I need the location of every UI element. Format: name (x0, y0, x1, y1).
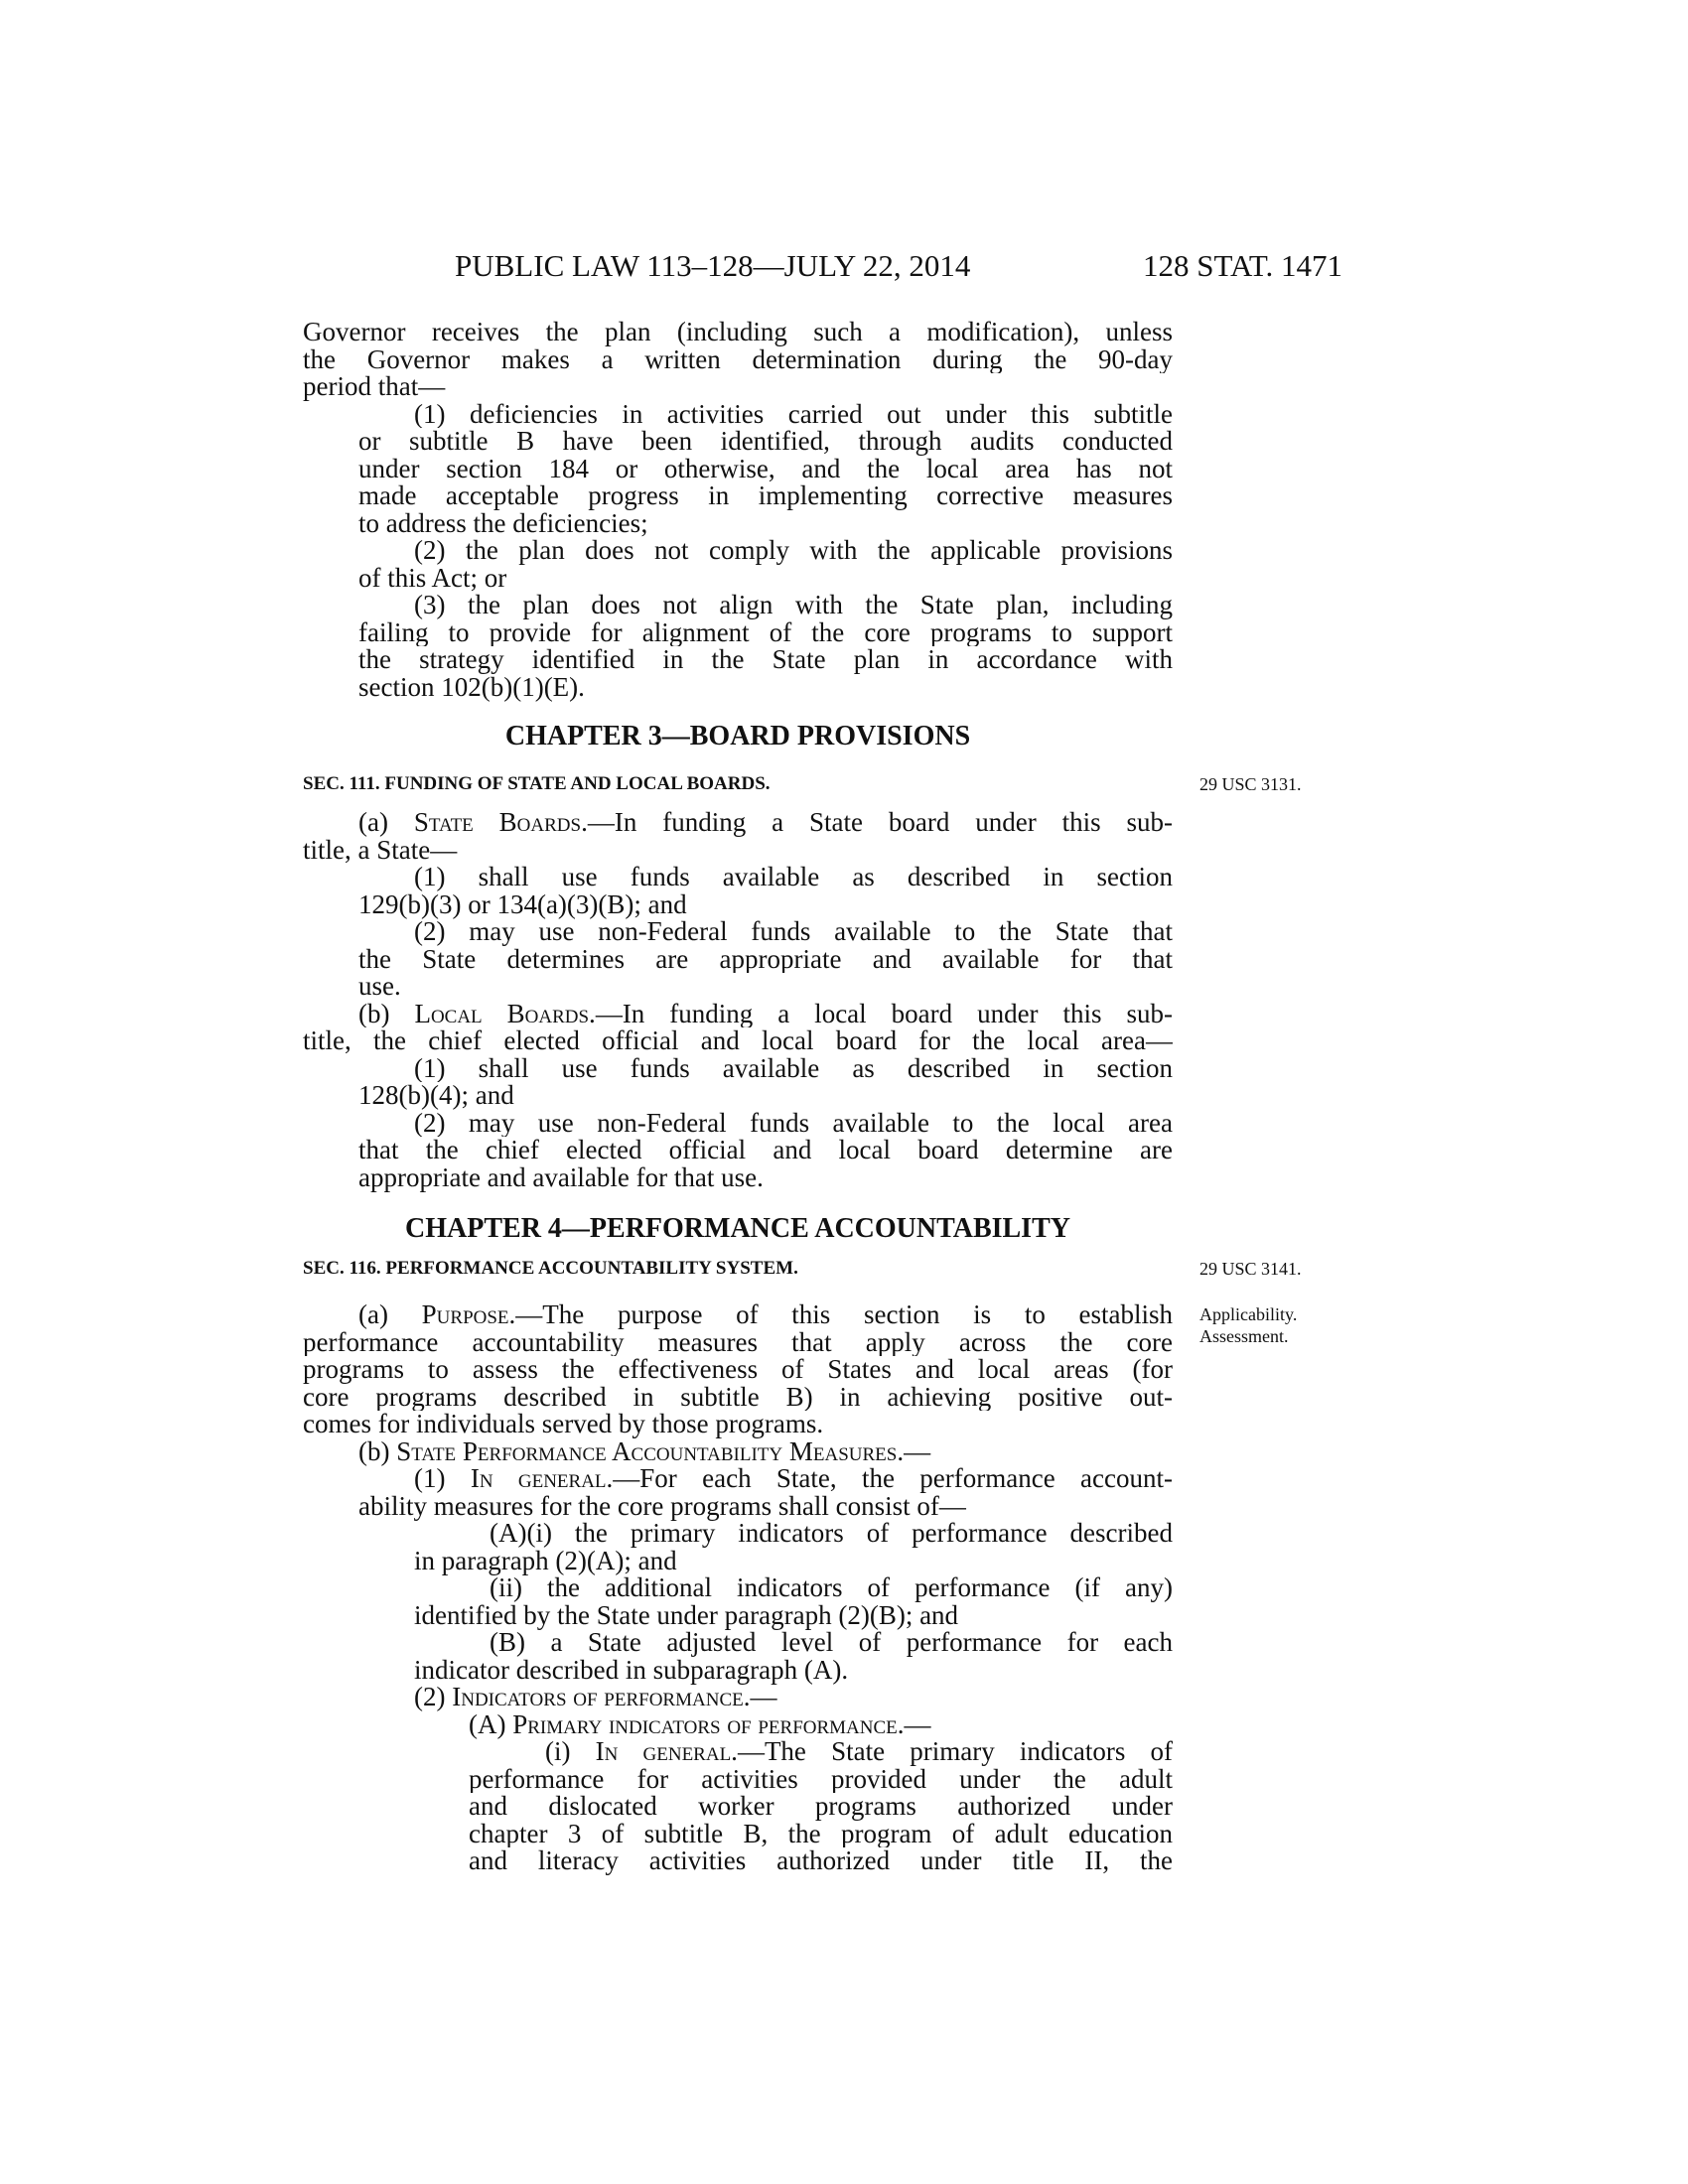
text-run: core programs described in subtitle B) in achieving positive out- (303, 1383, 1173, 1411)
text-run: performance accountability measures that apply across the core (303, 1328, 1173, 1356)
text-run: the State determines are appropriate and available for that (358, 945, 1173, 973)
text-line (414, 918, 1173, 946)
text-line (358, 809, 1173, 837)
running-header-title: PUBLIC LAW 113–128—JULY 22, 2014 (455, 248, 971, 283)
text-line (358, 1301, 1173, 1329)
chapter-4-heading: CHAPTER 4—PERFORMANCE ACCOUNTABILITY (405, 1213, 1070, 1244)
text-run: (2) the plan does not comply with the applicable provisions (414, 537, 1173, 565)
text-run: (ii) the additional indicators of performance (if any) (490, 1574, 1173, 1602)
text-run: 129(b)(3) or 134(a)(3)(B); and (358, 888, 687, 919)
margin-note-usc-3141: 29 USC 3141. (1199, 1259, 1302, 1279)
text-run: in paragraph (2)(A); and (414, 1545, 677, 1575)
text-run: — (904, 1435, 931, 1466)
text-run: —The purpose of this section is to establish (515, 1301, 1173, 1329)
text-line (414, 1599, 1173, 1630)
text-run: —For each State, the performance account- (613, 1465, 1173, 1493)
text-run: (a) (358, 809, 414, 837)
text-run: (A)(i) the primary indicators of performance described (490, 1520, 1173, 1548)
small-caps-heading: Indicators of performance. (452, 1682, 751, 1711)
text-line (303, 346, 1173, 374)
text-run: (2) may use non-Federal funds available to the local area (414, 1109, 1173, 1137)
text-line (358, 1490, 1173, 1521)
text-run: the strategy identified in the State plan in accordance with (358, 646, 1173, 674)
text-line (358, 1001, 1173, 1028)
text-line (358, 888, 1173, 919)
text-line (545, 1738, 1173, 1766)
text-line (303, 319, 1173, 346)
text-run: (A) (469, 1708, 513, 1739)
text-line (303, 1027, 1173, 1055)
text-run: (2) (414, 1682, 453, 1711)
text-line (469, 1793, 1173, 1821)
text-run: of this Act; or (358, 562, 507, 593)
text-run: (b) (358, 1000, 415, 1027)
text-run: (b) (358, 1435, 397, 1466)
text-run: Governor receives the plan (including such a modification), unless (303, 319, 1173, 346)
text-run: — (750, 1682, 777, 1711)
text-line (358, 428, 1173, 456)
small-caps-heading: Purpose. (421, 1301, 516, 1329)
page-stat-number: 128 STAT. 1471 (1143, 248, 1343, 283)
text-line (358, 671, 1173, 702)
text-run: that the chief elected official and local board determine are (358, 1137, 1173, 1164)
text-run: programs to assess the effectiveness of States and local areas (for (303, 1356, 1173, 1384)
text-run: period that— (303, 371, 446, 401)
text-line (414, 864, 1173, 891)
text-line (469, 1821, 1173, 1848)
text-run: 128(b)(4); and (358, 1080, 514, 1110)
small-caps-heading: Primary indicators of performance. (512, 1708, 905, 1739)
text-line (303, 1329, 1173, 1357)
text-run: made acceptable progress in implementing corrective measures (358, 482, 1173, 510)
text-line (469, 1847, 1173, 1875)
text-run: title, the chief elected official and local board for the local area— (303, 1027, 1173, 1055)
text-line (358, 482, 1173, 510)
text-run: —In funding a State board under this sub- (587, 809, 1173, 837)
section-116-heading: SEC. 116. PERFORMANCE ACCOUNTABILITY SYSTEM. (303, 1258, 798, 1279)
text-line (358, 1435, 1173, 1466)
small-caps-heading: In general. (470, 1465, 614, 1493)
text-run: (2) may use non-Federal funds available to the State that (414, 918, 1173, 946)
chapter-3-heading: CHAPTER 3—BOARD PROVISIONS (504, 721, 971, 751)
text-line (358, 1161, 1173, 1192)
text-line (358, 1082, 1173, 1110)
margin-note-applicability: Applicability. (1199, 1304, 1298, 1324)
text-line (358, 1137, 1173, 1164)
text-line (490, 1574, 1173, 1602)
small-caps-heading: In general. (595, 1738, 738, 1766)
text-line (303, 373, 1173, 401)
text-run: or subtitle B have been identified, through audits conducted (358, 428, 1173, 456)
text-line (469, 1766, 1173, 1794)
text-line (414, 1654, 1173, 1685)
text-line (358, 646, 1173, 674)
text-run: and literacy activities authorized under title II, the (469, 1847, 1173, 1875)
text-line (414, 1545, 1173, 1575)
text-run: comes for individuals served by those programs. (303, 1409, 824, 1438)
text-run: use. (358, 971, 401, 1001)
text-line (358, 456, 1173, 483)
text-line (303, 1411, 1173, 1438)
text-run: under section 184 or otherwise, and the local area has not (358, 455, 1173, 482)
text-line (358, 562, 1173, 593)
text-run: (a) (358, 1301, 422, 1329)
section-111-heading: SEC. 111. FUNDING OF STATE AND LOCAL BOARDS. (303, 773, 771, 794)
text-line (358, 507, 1173, 538)
margin-note-usc-3131: 29 USC 3131. (1199, 774, 1302, 794)
text-line (358, 946, 1173, 974)
text-line (414, 1465, 1173, 1493)
text-run: (1) (414, 1465, 471, 1493)
text-line (414, 1684, 1173, 1711)
text-run: chapter 3 of subtitle B, the program of adult education (469, 1820, 1173, 1847)
text-line (490, 1629, 1173, 1657)
text-line (469, 1708, 1173, 1739)
small-caps-heading: State Performance Accountability Measures. (396, 1435, 905, 1466)
text-run: performance for activities provided under the adult (469, 1765, 1173, 1793)
text-run: (i) (545, 1738, 596, 1766)
text-line (490, 1520, 1173, 1548)
text-run: and dislocated worker programs authorized under (469, 1793, 1173, 1821)
text-run: title, a State— (303, 834, 458, 865)
text-line (414, 537, 1173, 565)
text-line (358, 619, 1173, 647)
text-run: — (904, 1708, 931, 1739)
text-run: appropriate and available for that use. (358, 1161, 764, 1192)
text-run: (3) the plan does not align with the State plan, including (414, 592, 1173, 619)
text-run: —In funding a local board under this sub- (595, 1000, 1173, 1027)
text-run: the Governor makes a written determination during the 90-day (303, 345, 1173, 373)
text-run: indicator described in subparagraph (A). (414, 1654, 849, 1685)
margin-note-assessment: Assessment. (1199, 1326, 1289, 1346)
text-run: ability measures for the core programs shall consist of— (358, 1490, 966, 1521)
text-line (414, 401, 1173, 429)
text-run: to address the deficiencies; (358, 507, 648, 538)
text-line (303, 834, 1173, 865)
text-run: (1) shall use funds available as described in section (414, 864, 1173, 891)
text-run: section 102(b)(1)(E). (358, 671, 585, 702)
text-line (414, 1055, 1173, 1083)
text-run: (1) deficiencies in activities carried out under this subtitle (414, 400, 1173, 428)
text-run: (B) a State adjusted level of performance for each (490, 1629, 1173, 1657)
text-line (303, 1356, 1173, 1384)
text-line (358, 973, 1173, 1001)
text-run: identified by the State under paragraph (2)(B); and (414, 1599, 959, 1630)
text-line (303, 1384, 1173, 1412)
text-run: failing to provide for alignment of the core programs to support (358, 618, 1173, 646)
text-run: (1) shall use funds available as described in section (414, 1054, 1173, 1082)
text-line (414, 592, 1173, 619)
small-caps-heading: State Boards. (413, 809, 588, 837)
text-line (414, 1110, 1173, 1138)
small-caps-heading: Local Boards. (414, 1000, 596, 1027)
text-run: —The State primary indicators of (737, 1738, 1173, 1766)
